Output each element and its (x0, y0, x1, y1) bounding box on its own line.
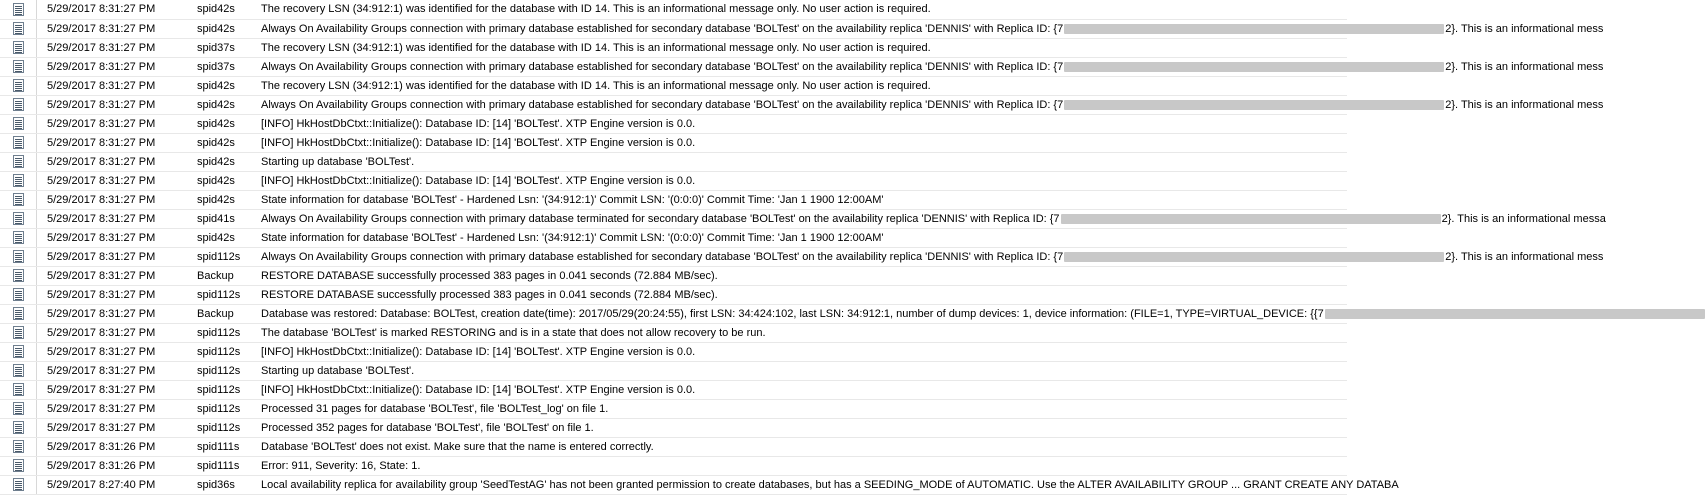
row-icon-cell (0, 304, 37, 323)
log-message-text: Processed 352 pages for database 'BOLTest', file 'BOLTest' on file 1. (261, 421, 594, 434)
row-icon-cell (0, 456, 37, 475)
log-message-text: The database 'BOLTest' is marked RESTORING and is in a state that does not allow recovery to be run. (261, 326, 766, 339)
log-message-text: Always On Availability Groups connection with primary database established for secondary database 'BOLTest' on the availability replica 'DENNIS' with Replica ID: {7 (261, 22, 1064, 35)
log-message-text: Database 'BOLTest' does not exist. Make sure that the name is entered correctly. (261, 440, 654, 453)
row-icon-cell (0, 38, 37, 57)
row-icon-cell (0, 76, 37, 95)
row-icon-cell (0, 399, 37, 418)
table-row[interactable] (0, 323, 1347, 342)
log-message-cell (257, 19, 1604, 38)
log-message-text: The recovery LSN (34:912:1) was identified for the database with ID 14. This is an informational message only. No user action is required. (261, 3, 931, 16)
log-entry-icon (13, 117, 24, 130)
log-message-text: The recovery LSN (34:912:1) was identified for the database with ID 14. This is an informational message only. No user action is required. (261, 41, 931, 54)
log-message-text: Always On Availability Groups connection with primary database established for secondary database 'BOLTest' on the availability replica 'DENNIS' with Replica ID: {7 (261, 98, 1064, 111)
log-entry-icon (13, 402, 24, 415)
log-source-cell: spid112s (197, 380, 257, 399)
log-message-cell (257, 361, 1347, 380)
table-row[interactable] (0, 266, 1347, 285)
log-message-text: [INFO] HkHostDbCtxt::Initialize(): Database ID: [14] 'BOLTest'. XTP Engine version is 0.0. (261, 136, 696, 149)
log-message-cell (257, 228, 1347, 247)
log-source-cell: spid41s (197, 209, 257, 228)
table-row[interactable] (0, 133, 1347, 152)
log-source-cell: Backup (197, 266, 257, 285)
log-date-cell: 5/29/2017 8:31:27 PM (37, 171, 198, 190)
table-row[interactable] (0, 114, 1347, 133)
log-message-text: Always On Availability Groups connection with primary database terminated for secondary database 'BOLTest' on the availability replica 'DENNIS' with Replica ID: {7 (261, 212, 1060, 225)
row-icon-cell (0, 323, 37, 342)
log-message-text-tail: 2}. This is an informational messa (1441, 212, 1606, 225)
log-entry-icon (13, 79, 24, 92)
log-message-text: [INFO] HkHostDbCtxt::Initialize(): Database ID: [14] 'BOLTest'. XTP Engine version is 0.0. (261, 174, 696, 187)
log-entry-icon (13, 307, 24, 320)
log-message-text: [INFO] HkHostDbCtxt::Initialize(): Database ID: [14] 'BOLTest'. XTP Engine version is 0.0. (261, 345, 696, 358)
log-message-text-tail: 2}. This is an informational mess (1445, 98, 1604, 111)
log-source-cell: spid111s (197, 437, 257, 456)
row-icon-cell (0, 437, 37, 456)
log-date-cell: 5/29/2017 8:31:27 PM (37, 114, 198, 133)
row-icon-cell (0, 475, 37, 494)
log-source-cell: spid112s (197, 342, 257, 361)
log-message-cell (257, 399, 1347, 418)
log-date-cell: 5/29/2017 8:31:27 PM (37, 95, 198, 114)
log-message-cell (257, 95, 1604, 114)
log-entry-icon (13, 60, 24, 73)
log-entry-icon (13, 3, 24, 16)
row-icon-cell (0, 0, 37, 19)
log-entry-icon (13, 459, 24, 472)
log-message-text: Starting up database 'BOLTest'. (261, 364, 415, 377)
log-source-cell: spid37s (197, 38, 257, 57)
log-message-cell (257, 323, 1347, 342)
log-message-cell (257, 171, 1347, 190)
row-icon-cell (0, 95, 37, 114)
log-date-cell: 5/29/2017 8:31:27 PM (37, 380, 198, 399)
log-date-cell: 5/29/2017 8:31:27 PM (37, 323, 198, 342)
table-row[interactable] (0, 361, 1347, 380)
log-message-text: Error: 911, Severity: 16, State: 1. (261, 459, 421, 472)
log-source-cell: spid112s (197, 399, 257, 418)
log-entry-icon (13, 288, 24, 301)
table-row[interactable] (0, 76, 1347, 95)
log-message-cell (257, 114, 1347, 133)
log-source-cell: spid112s (197, 285, 257, 304)
log-message-text: Starting up database 'BOLTest'. (261, 155, 415, 168)
log-message-text-tail: 2}. This is an informational mess (1445, 250, 1604, 263)
log-message-cell (257, 152, 1347, 171)
row-icon-cell (0, 114, 37, 133)
table-row[interactable] (0, 95, 1347, 114)
log-message-cell (257, 304, 1347, 323)
log-message-cell (257, 190, 1347, 209)
table-row[interactable] (0, 342, 1347, 361)
table-row[interactable] (0, 399, 1347, 418)
log-entry-icon (13, 250, 24, 263)
log-message-cell (257, 456, 1347, 475)
log-date-cell: 5/29/2017 8:31:27 PM (37, 247, 198, 266)
redacted-value (1064, 24, 1444, 34)
log-source-cell: spid42s (197, 171, 257, 190)
row-icon-cell (0, 190, 37, 209)
row-icon-cell (0, 152, 37, 171)
row-icon-cell (0, 133, 37, 152)
table-row[interactable] (0, 418, 1347, 437)
log-entry-icon (13, 22, 24, 35)
table-row[interactable] (0, 475, 1347, 494)
log-entry-icon (13, 421, 24, 434)
log-message-text-tail: 2}. This is an informational mess (1445, 22, 1604, 35)
row-icon-cell (0, 285, 37, 304)
table-row[interactable] (0, 19, 1347, 38)
log-date-cell: 5/29/2017 8:31:27 PM (37, 190, 198, 209)
row-icon-cell (0, 171, 37, 190)
log-date-cell: 5/29/2017 8:31:27 PM (37, 57, 198, 76)
log-entry-icon (13, 383, 24, 396)
log-message-cell (257, 266, 1347, 285)
row-icon-cell (0, 228, 37, 247)
table-row[interactable] (0, 304, 1347, 323)
table-row[interactable] (0, 456, 1347, 475)
table-row[interactable] (0, 285, 1347, 304)
log-entry-icon (13, 155, 24, 168)
log-message-text: Always On Availability Groups connection with primary database established for secondary database 'BOLTest' on the availability replica 'DENNIS' with Replica ID: {7 (261, 60, 1064, 73)
log-source-cell: spid42s (197, 114, 257, 133)
row-icon-cell (0, 209, 37, 228)
log-message-cell (257, 475, 1399, 494)
log-message-text: Always On Availability Groups connection with primary database established for secondary database 'BOLTest' on the availability replica 'DENNIS' with Replica ID: {7 (261, 250, 1064, 263)
log-message-text-tail: 2}. This is an informational mess (1445, 60, 1604, 73)
log-message-text: [INFO] HkHostDbCtxt::Initialize(): Database ID: [14] 'BOLTest'. XTP Engine version is 0.0. (261, 383, 696, 396)
log-source-cell: spid112s (197, 361, 257, 380)
log-source-cell: spid42s (197, 0, 257, 19)
log-date-cell: 5/29/2017 8:31:27 PM (37, 38, 198, 57)
log-entry-icon (13, 326, 24, 339)
log-entry-icon (13, 440, 24, 453)
table-row[interactable] (0, 57, 1347, 76)
table-row[interactable] (0, 380, 1347, 399)
redacted-value (1064, 252, 1444, 262)
row-icon-cell (0, 57, 37, 76)
log-source-cell: Backup (197, 304, 257, 323)
redacted-value (1064, 62, 1444, 72)
log-source-cell: spid42s (197, 76, 257, 95)
log-message-text: State information for database 'BOLTest' - Hardened Lsn: '(34:912:1)' Commit LSN: '(0:0:0)' Commit Time: 'Jan 1 1900 12:00AM' (261, 193, 884, 206)
log-source-cell: spid42s (197, 190, 257, 209)
log-message-cell (257, 38, 1347, 57)
log-message-text: The recovery LSN (34:912:1) was identified for the database with ID 14. This is an informational message only. No user action is required. (261, 79, 931, 92)
redacted-value (1061, 214, 1441, 224)
log-entry-icon (13, 212, 24, 225)
table-row[interactable] (0, 437, 1347, 456)
log-message-text: Local availability replica for availability group 'SeedTestAG' has not been granted permission to create databases, but has a SEEDING_MODE of AUTOMATIC. Use the ALTER AVAILABILITY GROUP ... GRANT CREATE ANY DATABA (261, 478, 1399, 491)
row-icon-cell (0, 418, 37, 437)
table-row[interactable] (0, 247, 1347, 266)
row-icon-cell (0, 342, 37, 361)
log-source-cell: spid111s (197, 456, 257, 475)
log-message-cell (257, 437, 1347, 456)
log-entry-icon (13, 364, 24, 377)
log-source-cell: spid42s (197, 152, 257, 171)
log-date-cell: 5/29/2017 8:31:27 PM (37, 304, 198, 323)
log-entry-icon (13, 98, 24, 111)
log-message-cell (257, 342, 1347, 361)
table-row[interactable] (0, 0, 1347, 19)
log-date-cell: 5/29/2017 8:31:27 PM (37, 152, 198, 171)
log-source-cell: spid42s (197, 95, 257, 114)
row-icon-cell (0, 19, 37, 38)
log-message-text: RESTORE DATABASE successfully processed 383 pages in 0.041 seconds (72.884 MB/sec). (261, 288, 718, 301)
log-message-cell (257, 209, 1606, 228)
log-date-cell: 5/29/2017 8:31:27 PM (37, 342, 198, 361)
row-icon-cell (0, 361, 37, 380)
log-entry-icon (13, 269, 24, 282)
log-entry-icon (13, 193, 24, 206)
table-row[interactable] (0, 152, 1347, 171)
row-icon-cell (0, 380, 37, 399)
log-source-cell: spid42s (197, 133, 257, 152)
log-date-cell: 5/29/2017 8:31:26 PM (37, 456, 198, 475)
log-date-cell: 5/29/2017 8:31:26 PM (37, 437, 198, 456)
log-source-cell: spid112s (197, 247, 257, 266)
log-source-cell: spid112s (197, 323, 257, 342)
log-entry-icon (13, 136, 24, 149)
log-message-text: Processed 31 pages for database 'BOLTest', file 'BOLTest_log' on file 1. (261, 402, 609, 415)
log-date-cell: 5/29/2017 8:27:40 PM (37, 475, 198, 494)
table-row[interactable] (0, 228, 1347, 247)
log-date-cell: 5/29/2017 8:31:27 PM (37, 76, 198, 95)
log-date-cell: 5/29/2017 8:31:27 PM (37, 228, 198, 247)
log-entry-icon (13, 174, 24, 187)
table-row[interactable] (0, 38, 1347, 57)
log-message-cell (257, 0, 1347, 19)
log-source-cell: spid42s (197, 19, 257, 38)
log-date-cell: 5/29/2017 8:31:27 PM (37, 19, 198, 38)
log-date-cell: 5/29/2017 8:31:27 PM (37, 209, 198, 228)
log-source-cell: spid37s (197, 57, 257, 76)
log-message-text: State information for database 'BOLTest' - Hardened Lsn: '(34:912:1)' Commit LSN: '(0:0:0)' Commit Time: 'Jan 1 1900 12:00AM' (261, 231, 884, 244)
log-entry-icon (13, 231, 24, 244)
table-row[interactable] (0, 171, 1347, 190)
log-date-cell: 5/29/2017 8:31:27 PM (37, 361, 198, 380)
log-date-cell: 5/29/2017 8:31:27 PM (37, 0, 198, 19)
log-date-cell: 5/29/2017 8:31:27 PM (37, 418, 198, 437)
log-entry-icon (13, 41, 24, 54)
log-message-text: [INFO] HkHostDbCtxt::Initialize(): Database ID: [14] 'BOLTest'. XTP Engine version is 0.0. (261, 117, 696, 130)
log-entry-icon (13, 478, 24, 491)
log-source-cell: spid42s (197, 228, 257, 247)
log-message-cell (257, 76, 1347, 95)
table-row[interactable] (0, 190, 1347, 209)
log-message-cell (257, 57, 1604, 76)
redacted-value (1325, 309, 1705, 319)
log-date-cell: 5/29/2017 8:31:27 PM (37, 285, 198, 304)
log-message-cell (257, 380, 1347, 399)
row-icon-cell (0, 247, 37, 266)
log-message-cell (257, 418, 1347, 437)
redacted-value (1064, 100, 1444, 110)
log-message-text: RESTORE DATABASE successfully processed 383 pages in 0.041 seconds (72.884 MB/sec). (261, 269, 718, 282)
log-date-cell: 5/29/2017 8:31:27 PM (37, 399, 198, 418)
log-message-text: Database was restored: Database: BOLTest, creation date(time): 2017/05/29(20:24:55), first LSN: 34:424:102, last LSN: 34:912:1, number of dump devices: 1, device information: (FILE=1, TYPE=VIRTUAL_DEVICE: {{7 (261, 307, 1324, 320)
log-date-cell: 5/29/2017 8:31:27 PM (37, 133, 198, 152)
log-source-cell: spid36s (197, 475, 257, 494)
log-message-cell (257, 247, 1604, 266)
row-icon-cell (0, 266, 37, 285)
log-entry-icon (13, 345, 24, 358)
log-message-cell (257, 285, 1347, 304)
log-date-cell: 5/29/2017 8:31:27 PM (37, 266, 198, 285)
log-message-cell (257, 133, 1347, 152)
table-row[interactable] (0, 209, 1347, 228)
log-source-cell: spid112s (197, 418, 257, 437)
